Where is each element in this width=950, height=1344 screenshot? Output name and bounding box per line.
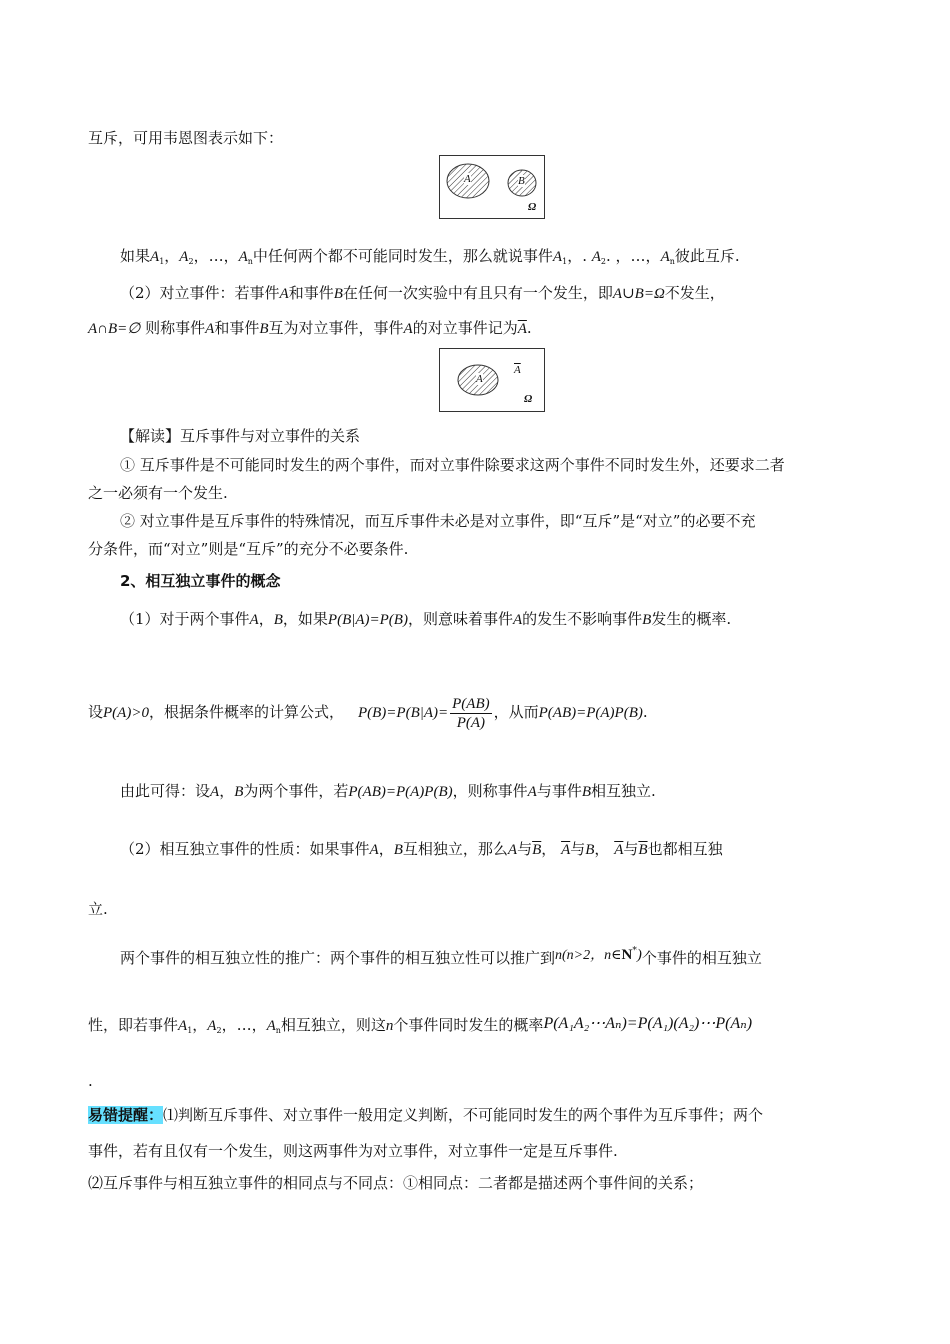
text: 的发生不影响事件: [522, 610, 643, 628]
fraction: [450, 695, 491, 732]
math-a: A: [207, 1018, 217, 1034]
text: .: [526, 319, 532, 337]
math-b-bar: $\overline{B}$: [638, 842, 648, 858]
text: 与事件: [536, 782, 582, 800]
math-formula: P(AB)=P(A)P(B): [348, 784, 453, 800]
math-intersection: A∩B=∅: [88, 321, 141, 337]
text: 两个事件的相互独立性的推广：两个事件的相互独立性可以推广到: [120, 949, 556, 967]
fraction-denominator: P(A): [456, 714, 486, 731]
interpretation-point1-a: ① 互斥事件是不可能同时发生的两个事件，而对立事件除要求这两个事件不同时发生外，还要求二者: [120, 456, 785, 474]
text: ，: [378, 840, 394, 858]
independence-properties-wrap: 立.: [88, 900, 108, 918]
text: 与: [623, 840, 639, 858]
tip-label: 易错提醒：: [88, 1106, 164, 1124]
independence-properties: （2）相互独立事件的性质：如果事件A，B互相独立，那么A与$\overline{B}$， $\overline{A}$与B， $\overline{A}$与$\overline{B}$也都相互独: [120, 840, 723, 858]
text: 和事件: [288, 284, 334, 302]
text: 如果: [120, 247, 151, 265]
venn1-label-a: A: [464, 173, 471, 185]
complementary-definition-line1: [120, 282, 862, 305]
math-union: A∪B=Ω: [612, 286, 665, 302]
math-product-formula: P(A₁A₂⋯Aₙ)=P(A₁)(A₂)⋯P(Aₙ): [543, 1015, 753, 1032]
generalization-formula-line: 性，即若事件$A_1$，$A_2$，…，$A_n$相互独立，则这n个事件同时发生的概率P(A₁A₂⋯Aₙ)=P(A₁)(A₂)⋯P(Aₙ): [88, 1015, 753, 1035]
tip-line1: [88, 1104, 862, 1126]
math-a: A: [150, 249, 160, 265]
text: ，…，: [193, 247, 239, 265]
subscript: 2: [600, 257, 606, 266]
interpretation-point2-b: 分条件，而“对立”则是“互斥”的充分不必要条件.: [88, 540, 409, 558]
text: 与: [517, 840, 533, 858]
text: 互为对立事件，事件: [268, 319, 404, 337]
subscript: n: [275, 1026, 281, 1035]
text: ，…，: [615, 247, 661, 265]
text: 个事件的相互独立: [641, 949, 762, 967]
generalization-line: [120, 940, 862, 969]
math-n: n: [385, 1018, 394, 1034]
interpretation-title: 【解读】互斥事件与对立事件的关系: [120, 427, 361, 445]
tip-line2: 事件，若有且仅有一个发生，则这两事件为对立事件，对立事件一定是互斥事件.: [88, 1142, 618, 1160]
math-a: A: [249, 612, 259, 628]
math-a: A: [507, 842, 518, 858]
math-b: B: [585, 842, 595, 858]
math-b: B: [273, 612, 283, 628]
math-a: A: [527, 784, 537, 800]
subscript: 1: [562, 257, 568, 266]
tip-line3: ⑵互斥事件与相互独立事件的相同点与不同点：①相同点：二者都是描述两个事件间的关系；: [88, 1174, 704, 1192]
math-a: A: [660, 249, 670, 265]
math-b: B: [642, 612, 652, 628]
text: ，根据条件概率的计算公式，: [148, 703, 344, 721]
math-n-star: N: [621, 947, 633, 963]
math-b: B: [234, 784, 244, 800]
venn1-omega: Ω: [528, 201, 537, 213]
independence-definition: [120, 780, 862, 803]
fraction-numerator: P(AB): [452, 695, 490, 712]
math-formula: P(B|A)=P(B): [327, 612, 408, 628]
text: 互相独立，那么: [402, 840, 508, 858]
math-a: A: [179, 249, 189, 265]
text: 也都相互独: [647, 840, 723, 858]
text: 与: [570, 840, 586, 858]
text: 个事件同时发生的概率: [393, 1016, 544, 1034]
venn2-label-a: A: [476, 373, 483, 385]
math-b: B: [581, 784, 591, 800]
math-a: A: [369, 842, 379, 858]
math-b: B: [259, 321, 269, 337]
intro-line: 互斥，可用韦恩图表示如下：: [88, 129, 284, 147]
venn2-label-abar: $\overline{A}$: [514, 364, 521, 376]
math-result: P(AB)=P(A)P(B): [538, 705, 643, 721]
math-a: A: [210, 784, 220, 800]
math-a: A: [238, 249, 248, 265]
math-a: A: [591, 249, 601, 265]
math-a-bar: $\overline{A}$: [561, 842, 571, 858]
text: 由此可得：设: [120, 782, 211, 800]
math-a: A: [205, 321, 215, 337]
text: 彼此互斥.: [674, 247, 740, 265]
text: 和事件: [214, 319, 260, 337]
text: ⑴判断互斥事件、对立事件一般用定义判断，不可能同时发生的两个事件为互斥事件；两个: [163, 1106, 764, 1124]
math-a: A: [552, 249, 563, 265]
text: （2）对立事件：若事件: [120, 284, 280, 302]
text: 则称事件: [145, 319, 206, 337]
text: （1）对于两个事件: [120, 610, 250, 628]
venn2-omega: Ω: [524, 393, 533, 405]
text: ，从而: [493, 703, 539, 721]
superscript-star: *: [632, 946, 637, 956]
venn-diagram-mutually-exclusive: [439, 155, 545, 219]
text: 中任何两个都不可能同时发生，那么就说事件: [252, 247, 553, 265]
math-a: A: [403, 321, 413, 337]
section-heading: 2、相互独立事件的概念: [120, 572, 281, 590]
math-b: B: [393, 842, 403, 858]
math-condition: n(n>2，n∈: [555, 948, 622, 963]
text: 相互独立，则这: [280, 1016, 386, 1034]
math-condition: P(A)>0: [103, 705, 149, 721]
text: 性，即若事件: [88, 1016, 179, 1034]
text: 不发生，: [664, 284, 725, 302]
math-lhs: P(B)=P(B|A)=: [357, 705, 449, 721]
text: 在任何一次实验中有且只有一个发生，即: [342, 284, 613, 302]
math-b-bar: $\overline{B}$: [532, 842, 542, 858]
text: ，…，: [221, 1016, 267, 1034]
complementary-definition-line2: [88, 317, 862, 340]
math-a-bar: $\overline{A}$: [517, 321, 527, 337]
text: ，如果: [282, 610, 328, 628]
subscript: 1: [187, 1026, 193, 1035]
subscript: 2: [188, 257, 194, 266]
interpretation-point2-a: ② 对立事件是互斥事件的特殊情况，而互斥事件未必是对立事件，即“互斥”是“对立”的必要不充: [120, 512, 756, 530]
subscript: 2: [216, 1026, 222, 1035]
period: .: [88, 1072, 93, 1090]
subscript: n: [669, 257, 675, 266]
text: 发生的概率.: [651, 610, 732, 628]
text: 设: [88, 703, 104, 721]
text: ，: [219, 782, 235, 800]
math-a: A: [512, 612, 523, 628]
text: 相互独立.: [591, 782, 656, 800]
subscript: 1: [159, 257, 165, 266]
text: 的对立事件记为: [412, 319, 518, 337]
mutual-exclusion-definition: 如果$A_1$，$A_2$，…，$A_n$中任何两个都不可能同时发生，那么就说事件$A_1$，. $A_2$. ，…，$A_n$彼此互斥.: [120, 247, 740, 266]
venn1-label-b: B: [518, 175, 525, 187]
math-a-bar: $\overline{A}$: [614, 842, 624, 858]
math-b: B: [333, 286, 343, 302]
text: ，则称事件: [452, 782, 528, 800]
math-close: ): [636, 947, 642, 963]
text: .: [642, 703, 648, 721]
subscript: n: [247, 257, 253, 266]
venn-diagram-complementary: [439, 348, 545, 412]
text: （2）相互独立事件的性质：如果事件: [120, 840, 370, 858]
math-a: A: [178, 1018, 188, 1034]
text: ，则意味着事件: [407, 610, 513, 628]
conditional-probability-derivation: [88, 692, 862, 736]
math-a: A: [279, 286, 289, 302]
text: 为两个事件，若: [243, 782, 349, 800]
interpretation-point1-b: 之一必须有一个发生.: [88, 484, 228, 502]
math-a: A: [266, 1018, 276, 1034]
independence-concept: [120, 608, 862, 631]
text: ，: [258, 610, 274, 628]
